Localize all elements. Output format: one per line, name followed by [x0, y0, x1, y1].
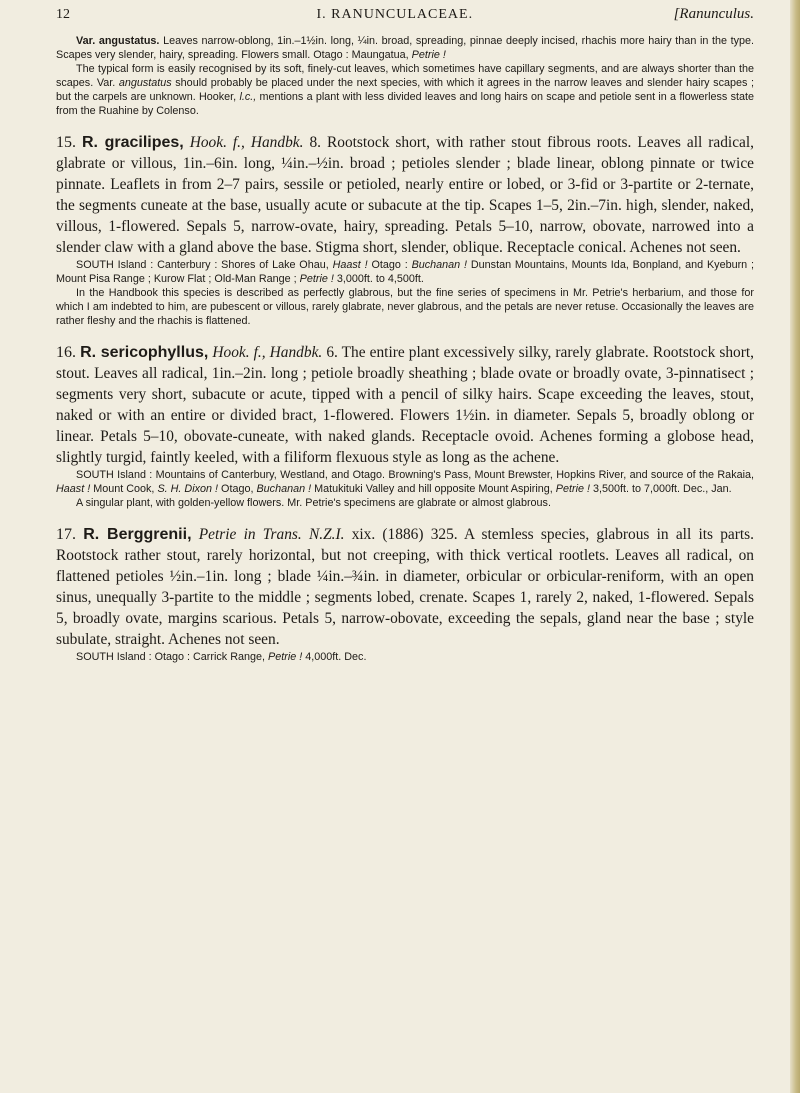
species-description: Rootstock short, with rather stout fibrous roots. Leaves all radical, glabrate or villous, 1in.–6in. long, ¼in.–½in. broad ; petioles slender ; blade linear, oblong pinnate or twice pinnate. Leaflets in from 2–7 pairs, sessile or petioled, nearly entire or lobed, or 3-fid or 3-partite or 2-ternate, the segments cuneate at the base, usually acute or subacute at the tip. Scapes 1–5, 2in.–7in. high, slender, naked, villous, 1-flowered. Sepals 5, narrow-ovate, hairy, spreading. Petals 5–10, narrow, obovate, narrowed into a slender claw with a gland above the base. Stigma short, slender, oblique. Receptacle conical. Achenes not seen. [56, 134, 754, 256]
species-note: A singular plant, with golden-yellow flowers. Mr. Petrie's specimens are glabrate or almost glabrous. [76, 497, 551, 509]
loc-part: Otago, [221, 483, 254, 495]
species-entry [56, 524, 754, 650]
species-number: 15. [56, 134, 76, 151]
species-ref: 8. [309, 134, 321, 151]
var-angustatus [56, 34, 754, 62]
loc-part: SOUTH Island : Canterbury : Shores of Lake Ohau, [76, 259, 329, 271]
species-localities [56, 650, 754, 664]
species-description: A stemless species, glabrous in all its parts. Rootstock rather stout, rarely horizontal, but not creeping, with thick vertical rootlets. Leaves all radical, on flattened petioles ½in.–1in. long ; blade ¼in.–¾in. in diameter, orbicular or orbicular-reniform, with an open sinus, unequally 3-partite to the middle ; segments lobed, crenate. Scapes 1, rarely 2, naked, 1-flowered. Sepals 5, broadly ovate, margins scarious. Petals 5, narrow-obovate, exceeding the sepals, gland near the base ; style subulate, straight. Achenes not seen. [56, 526, 754, 648]
loc-part: 3,000ft. to 4,500ft. [336, 273, 424, 285]
var-note-b: should probably be placed under the next species, with which it agrees in the narrow leaves and slender hairy scapes ; but the carpels are unknown. Hooker, [56, 77, 754, 103]
species-authority: Hook. f., Handbk. [189, 134, 304, 151]
species-authority: Hook. f., Handbk. [212, 344, 323, 361]
var-note-a: The typical form is easily recognised by its soft, finely-cut leaves, which sometimes have capillary segments, and are always shorter than the scapes. Var. [56, 63, 754, 89]
loc-collector: Buchanan ! [411, 259, 468, 271]
page-content [56, 6, 754, 664]
species-entry [56, 342, 754, 468]
loc-collector: Petrie ! [299, 273, 334, 285]
species-name: R. sericophyllus, [80, 344, 209, 361]
species-ref: 6. [326, 344, 338, 361]
var-note-italic: angustatus [118, 77, 172, 89]
family-title: I. RANUNCULACEAE. [316, 7, 474, 22]
species-number: 17. [56, 526, 76, 543]
var-note-lc: l.c., [239, 91, 257, 103]
loc-part: 3,500ft. to 7,000ft. Dec., Jan. [593, 483, 732, 495]
species-authority: Petrie in Trans. N.Z.I. [198, 526, 345, 543]
loc-collector: Buchanan ! [256, 483, 312, 495]
loc-part: SOUTH Island : Otago : Carrick Range, [76, 651, 266, 663]
species-note: In the Handbook this species is described as perfectly glabrous, but the fine series of specimens in Mr. Petrie's herbarium, and those for which I am indebted to him, are pubescent or villous, rarely glabrate, never glabrous, and the petals are never retuse. Occasionally the leaves are rather fleshy and the rhachis is flattened. [56, 287, 754, 327]
loc-part: Matukituki Valley and hill opposite Mount Aspiring, [314, 483, 553, 495]
species-description: The entire plant excessively silky, rarely glabrate. Rootstock short, stout. Leaves all radical, 1in.–2in. long ; petiole broadly sheathing ; blade ovate or broadly ovate, 3-pinnatisect ; segments very short, subacute or acute, tipped with a pencil of silky hairs. Scape exceeding the leaves, stout, naked or with an entire or divided bract, 1-flowered. Flowers 1½in. in diameter. Sepals 5, broadly oblong or linear. Petals 5–10, obovate-cuneate, with naked glands. Receptacle ovoid. Achenes forming a globose head, slightly turgid, faintly keeled, with a filiform flexuous style as long as the achene. [56, 344, 754, 466]
species-name: R. Berggrenii, [83, 526, 192, 543]
genus-title: [Ranunculus. [673, 6, 754, 22]
species-ref: xix. (1886) 325. [351, 526, 458, 543]
loc-part: SOUTH Island : Mountains of Canterbury, Westland, and Otago. Browning's Pass, Mount Brewster, Hopkins River, and source of the Rakaia, [76, 469, 754, 481]
species-entry [56, 132, 754, 258]
loc-part: Mount Cook, [93, 483, 155, 495]
loc-collector: S. H. Dixon ! [157, 483, 219, 495]
loc-collector: Petrie ! [268, 651, 303, 663]
loc-part: Otago : [371, 259, 408, 271]
var-note-c: mentions a plant with less divided leaves and long hairs on scape and petiole sent in a flowerless state from the Ruahine by Colenso. [56, 91, 754, 117]
loc-collector: Petrie ! [555, 483, 590, 495]
var-collector: Petrie ! [411, 49, 446, 61]
page-number: 12 [56, 7, 70, 22]
loc-collector: Haast ! [332, 259, 368, 271]
loc-part: Dunstan Mountains, Mounts Ida, Bonpland, and Kyeburn ; Mount Pisa Range ; Kurow Flat ; Old-Man Range ; [56, 259, 755, 285]
running-head [56, 6, 754, 34]
var-label: Var. angustatus. [76, 35, 160, 47]
loc-part: 4,000ft. Dec. [305, 651, 367, 663]
var-text: Leaves narrow-oblong, 1in.–1½in. long, ¼in. broad, spreading, pinnae deeply incised, rhachis more hairy than in the type. Scapes very slender, hairy, spreading. Flowers small. Otago : Maungatua, [56, 35, 755, 61]
species-number: 16. [56, 344, 76, 361]
var-note [56, 62, 754, 118]
loc-collector: Haast ! [56, 483, 91, 495]
species-name: R. gracilipes, [82, 134, 184, 151]
page-edge [790, 0, 800, 1093]
species-localities [56, 258, 754, 286]
species-localities [56, 468, 754, 496]
